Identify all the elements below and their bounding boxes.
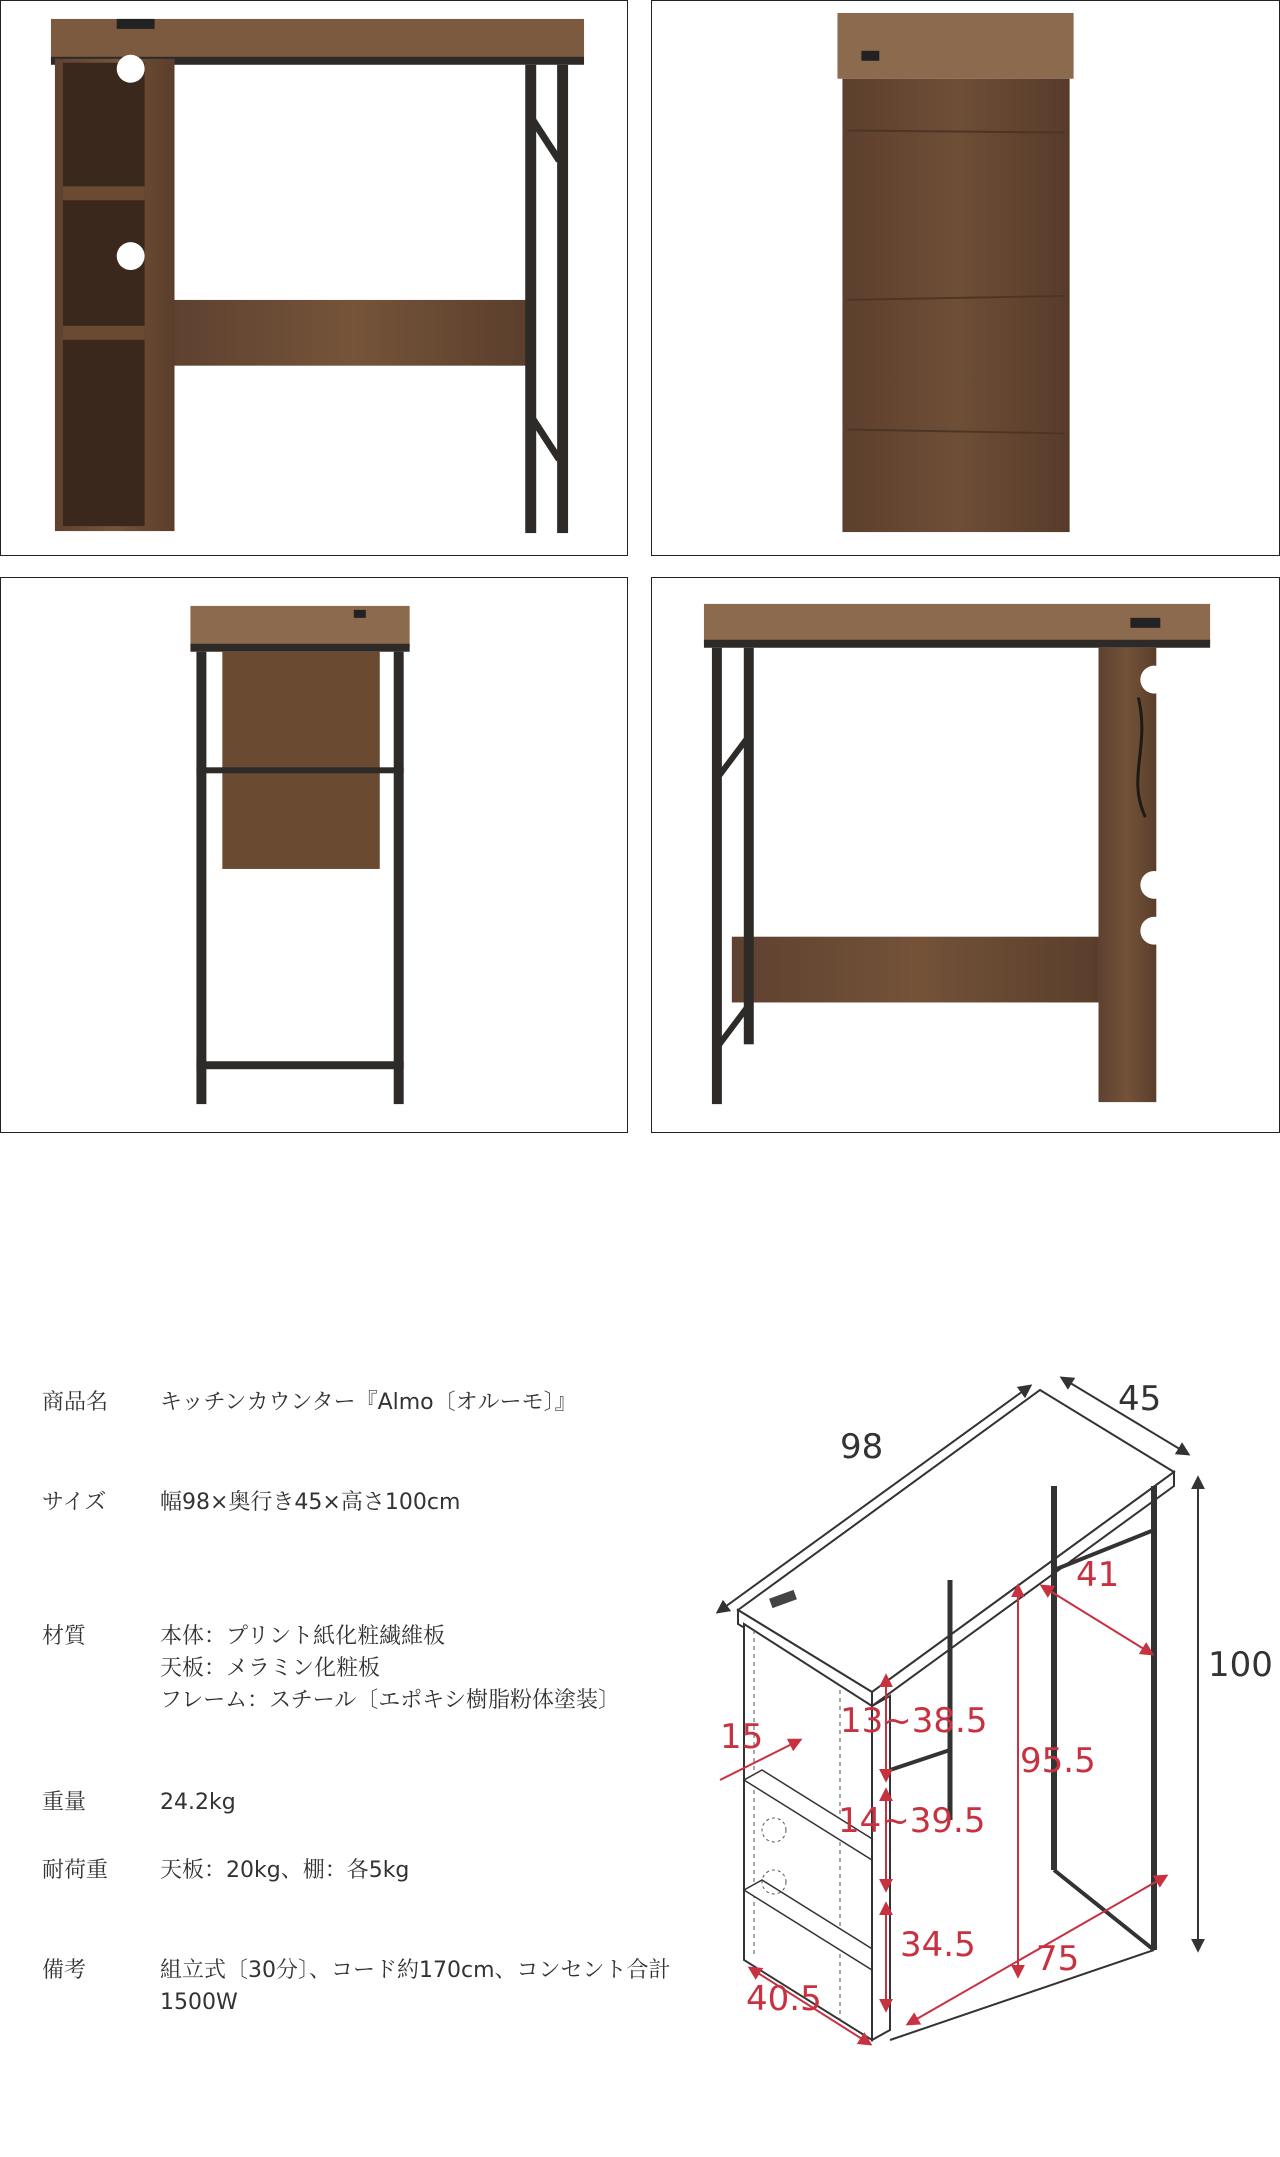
dim-bottom-depth: 40.5 [746,1979,822,2019]
photo-side-view [651,0,1280,556]
counter-back-side-illustration [1,578,627,1132]
dim-shelf-bottom: 34.5 [900,1925,976,1965]
dim-inner-width: 75 [1036,1939,1080,1979]
spec-label: サイズ [42,1490,107,1515]
spec-label: 備考 [42,1958,87,1983]
dim-height: 100 [1208,1645,1273,1685]
dim-shelf-width: 15 [720,1717,764,1757]
counter-side-illustration [652,1,1279,555]
photo-rear-view [651,577,1280,1133]
spec-value [160,1621,708,1717]
spec-value: キッチンカウンター『Almo〔オルーモ〕』 [160,1390,577,1415]
dim-inner-height: 95.5 [1020,1741,1096,1781]
dimension-diagram [700,1350,1280,2070]
spec-label: 材質 [42,1624,87,1649]
spec-label: 商品名 [42,1390,109,1415]
counter-rear-illustration [652,578,1279,1132]
dim-shelf-middle: 14~39.5 [838,1801,986,1841]
material-line: 本体：プリント紙化粧繊維板 [160,1624,446,1649]
counter-front-illustration [1,1,627,555]
dim-inner-depth: 41 [1076,1555,1120,1595]
spec-value: 幅98×奥行き45×高さ100cm [160,1490,461,1515]
dim-shelf-upper: 13~38.5 [840,1701,988,1741]
spec-value: 天板：20kg、棚：各5kg [160,1858,410,1883]
photo-back-side-view [0,577,628,1133]
spec-label: 耐荷重 [42,1858,109,1883]
material-line: 天板：メラミン化粧板 [160,1656,381,1681]
material-line: フレーム：スチール〔エポキシ樹脂粉体塗装〕 [160,1688,621,1713]
dim-width: 98 [840,1427,884,1467]
spec-label: 重量 [42,1790,87,1815]
counter-outline-drawing [700,1350,1280,2070]
spec-value: 24.2kg [160,1790,236,1815]
dim-depth: 45 [1118,1379,1162,1419]
spec-value: 組立式〔30分〕、コード約170cm、コンセント合計1500W [160,1958,671,2015]
photo-front-view [0,0,628,556]
